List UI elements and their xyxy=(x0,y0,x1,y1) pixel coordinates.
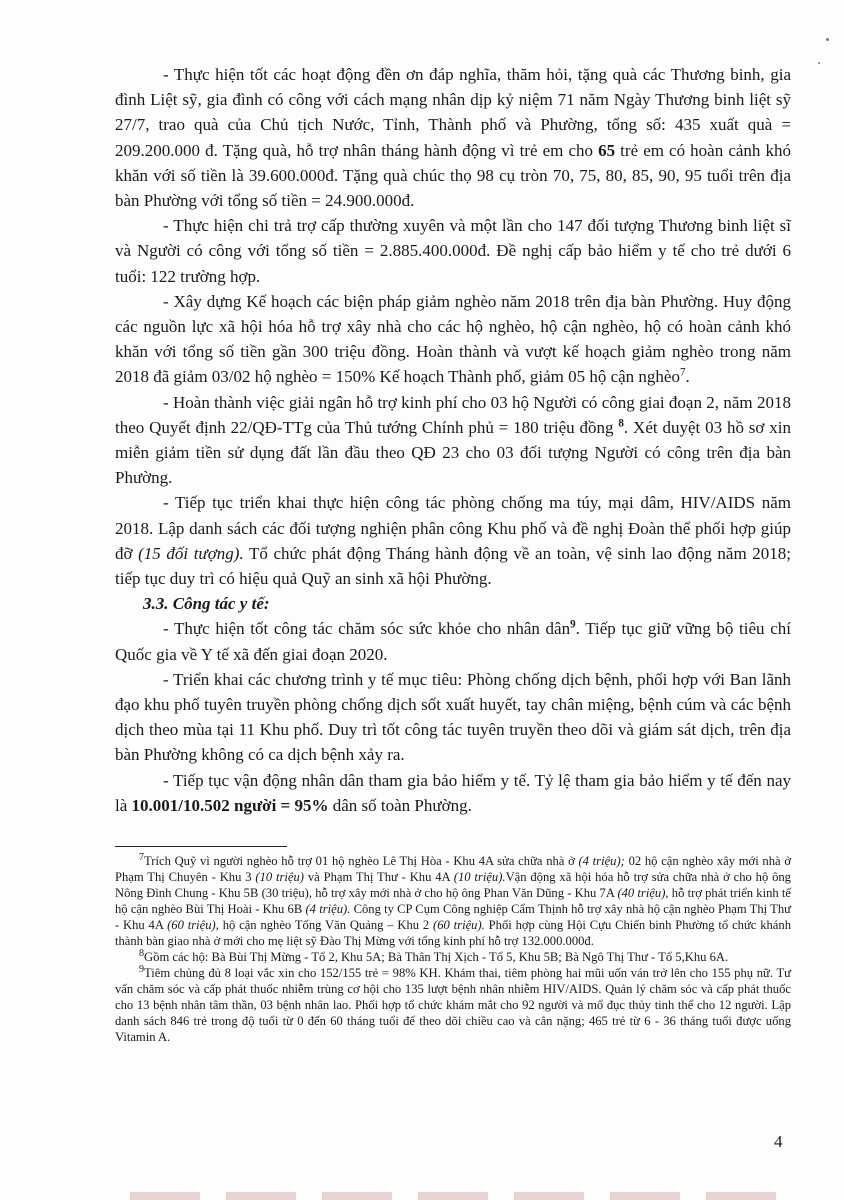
italic-note: (15 đối tượng). xyxy=(138,543,244,563)
footnote-text: hỗ trợ phát triển kinh tế hộ cận nghèo Bùi Thị Hoài - Khu 6B xyxy=(115,886,791,917)
footnote-text: Trích Quỹ vì người nghèo hỗ trợ 01 hộ nghèo Lê Thị Hòa - Khu 4A sửa chữa nhà ở xyxy=(144,854,579,869)
paragraph-text: - Thực hiện tốt các hoạt động đền ơn đáp nghĩa, thăm hỏi, tặng quà các Thương binh, gia đình Liệt sỹ, gia đình có công với cách mạng nhân dịp kỷ niệm 71 năm Ngày Thương binh liệt sỹ 27/7, trao quà của Chủ tịch Nước, Tỉnh, Thành phố và Phường, tổng số: 435 xuất quà = 209.200.000 đ. Tặng quà, hỗ trợ nhân tháng hành động vì trẻ em cho xyxy=(115,65,791,160)
paragraph-gratitude xyxy=(115,62,791,213)
footnote-italic: (60 triệu), xyxy=(167,918,219,933)
footnote-mark: 9 xyxy=(139,963,145,975)
footnote-text: Công ty CP Cụm Công nghiệp Cẩm Thịnh hỗ trợ xây nhà hộ cận nghèo Phạm Thị Thư - Khu 4A xyxy=(115,902,791,933)
footnote-italic: (4 triệu); xyxy=(578,854,625,869)
footnote-text: 02 hộ cận nghèo xây mới nhà ở Phạm Thị Chuyên - Khu 3 xyxy=(115,854,791,885)
footnote-italic: (40 triệu), xyxy=(617,886,669,901)
paragraph-health-programs: - Triển khai các chương trình y tế mục tiêu: Phòng chống dịch bệnh, phối hợp với Ban lãnh đạo khu phố tuyên truyền phòng chống dịch sốt xuất huyết, tay chân miệng, bệnh cúm và các bệnh dịch theo mùa tại 11 Khu phố. Duy trì tốt công tác tuyên truyền theo dõi và giám sát dịch, trên địa bàn Phường không có ca dịch bệnh xảy ra. xyxy=(115,669,791,765)
footnote-text: Vận động xã hội hóa hỗ trợ sửa chữa nhà ở cho hộ ông Nông Đình Chung - Khu 5B (30 triệu), hỗ trợ xây mới nhà ở cho hộ ông Phan Văn Dũng - Khu 7A xyxy=(115,870,791,901)
footnote-text: và Phạm Thị Thư - Khu 4A xyxy=(304,870,454,885)
section-heading: 3.3. Công tác y tế: xyxy=(143,594,270,614)
footnote-italic: (60 triệu). xyxy=(433,918,485,933)
paragraph-poverty-reduction xyxy=(115,289,791,390)
paragraph-text: - Tiếp tục vận động nhân dân tham gia bảo hiểm y tế. Tỷ lệ tham gia bảo hiểm y tế đến nay là xyxy=(115,770,791,815)
footnote-italic: (10 triệu). xyxy=(453,870,506,885)
paragraph-text: . Xét duyệt 03 hồ sơ xin miễn giảm tiền sử dụng đất lần đầu theo QĐ 23 cho 03 đối tượng Người có công trên địa bàn Phường. xyxy=(115,417,792,488)
scan-speck xyxy=(826,38,829,41)
paragraph-text: trẻ em có hoàn cảnh khó khăn với số tiền là 39.600.000đ. Tặng quà chúc thọ 98 cụ tròn 70, 75, 80, 85, 90, 95 tuổi trên địa bàn Phường với tổng số tiền = 24.900.000đ. xyxy=(115,140,791,211)
paragraph-drug-prevention xyxy=(115,490,791,591)
paragraph-health-insurance xyxy=(115,768,791,818)
paragraph-text: . xyxy=(685,367,690,387)
footnote-mark: 7 xyxy=(139,851,145,863)
paragraph-text: . Tiếp tục giữ vững bộ tiêu chí Quốc gia về Y tế xã đến giai đoạn 2020. xyxy=(115,619,791,664)
footnote-text: Phối hợp cùng Hội Cựu Chiến binh Phường tổ chức khánh thành bàn giao nhà ở mới cho mẹ liệt sỹ Đào Thị Mừng với tổng kinh phí hỗ trợ 132.000.000đ. xyxy=(115,918,791,949)
paragraph-disbursement xyxy=(115,390,791,491)
footnote-italic: (4 triệu). xyxy=(305,902,351,917)
bold-count: 65 xyxy=(598,140,616,160)
paragraph-text: - Thực hiện tốt công tác chăm sóc sức khỏe cho nhân dân xyxy=(163,619,571,639)
paragraph-text: - Xây dựng Kế hoạch các biện pháp giảm nghèo năm 2018 trên địa bàn Phường. Huy động các nguồn lực xã hội hóa hỗ trợ xây nhà cho các hộ nghèo, hộ cận nghèo, hộ có hoàn cảnh khó khăn với tổng số tiền gần 300 triệu đồng. Hoàn thành và vượt kế hoạch giảm nghèo trong năm 2018 đã giảm 03/02 hộ nghèo = 150% Kế hoạch Thành phố, giảm 05 hộ cận nghèo xyxy=(115,291,791,387)
footnote-ref-8: 8 xyxy=(618,417,624,430)
paragraph-text: - Hoàn thành việc giải ngân hỗ trợ kinh phí cho 03 hộ Người có công giai đoạn 2, năm 2018 theo Quyết định 22/QĐ-TTg của Thủ tướng Chính phủ = 180 triệu đồng xyxy=(115,392,791,437)
bold-insurance-rate: 10.001/10.502 người = 95% xyxy=(131,795,329,815)
footnote-italic: (10 triệu) xyxy=(255,870,305,885)
footnote-7 xyxy=(115,853,791,949)
footnote-text: Tiêm chủng đủ 8 loại vắc xin cho 152/155 trẻ = 98% KH. Khám thai, tiêm phòng hai mũi uốn ván trở lên cho 155 phụ nữ. Tư vấn chăm sóc và cấp phát thuốc nhiễm trùng cơ hội cho 135 lượt bệnh nhân nhiễm HIV/AIDS. Quản lý chăm sóc và cấp phát thuốc cho 13 bệnh nhân tâm thần, 03 bệnh nhân lao. Phối hợp tổ chức khám mắt cho 92 người và mổ đục thủy tinh thể cho 12 người. Lập danh sách 846 trẻ trong độ tuổi từ 0 đến 60 tháng tuổi để theo dõi chiều cao và cân nặng; 465 trẻ từ 6 - 36 tháng tuổi được uống Vitamin A. xyxy=(115,966,791,1045)
page-number: 4 xyxy=(774,1132,783,1151)
paragraph-text: dân số toàn Phường. xyxy=(328,795,472,815)
scan-speck xyxy=(818,62,820,64)
paragraph-text: Tổ chức phát động Tháng hành động về an toàn, vệ sinh lao động năm 2018; tiếp tục duy trì có hiệu quả Quỹ an sinh xã hội Phường. xyxy=(115,543,791,589)
paragraph-text: - Tiếp tục triển khai thực hiện công tác phòng chống ma túy, mại dâm, HIV/AIDS năm 2018. Lập danh sách các đối tượng nghiện phân công Khu phố và đề nghị Đoàn thể phối hợp giúp đỡ xyxy=(115,493,791,563)
footnote-text: Gồm các hộ: Bà Bùi Thị Mừng - Tổ 2, Khu 5A; Bà Thân Thị Xịch - Tổ 5, Khu 5B; Bà Ngô Thị Thư - Tổ 5,Khu 6A. xyxy=(144,950,729,965)
footnote-mark: 8 xyxy=(139,947,145,959)
paragraph-allowance: - Thực hiện chi trả trợ cấp thường xuyên và một lần cho 147 đối tượng Thương binh liệt sĩ và Người có công với tổng số tiền = 2.885.400.000đ. Đề nghị cấp bảo hiểm y tế cho trẻ dưới 6 tuổi: 122 trường hợp. xyxy=(115,216,791,286)
scan-edge-stripe xyxy=(130,1192,784,1200)
footnote-text: hộ cận nghèo Tống Văn Quảng – Khu 2 xyxy=(218,918,434,933)
footnote-9 xyxy=(115,965,791,1045)
footnote-ref-9: 9 xyxy=(570,618,576,631)
footnote-separator xyxy=(115,846,287,847)
footnote-8 xyxy=(115,949,791,965)
paragraph-healthcare xyxy=(115,616,791,666)
document-page xyxy=(115,62,791,1045)
footnote-ref-7: 7 xyxy=(679,366,686,379)
